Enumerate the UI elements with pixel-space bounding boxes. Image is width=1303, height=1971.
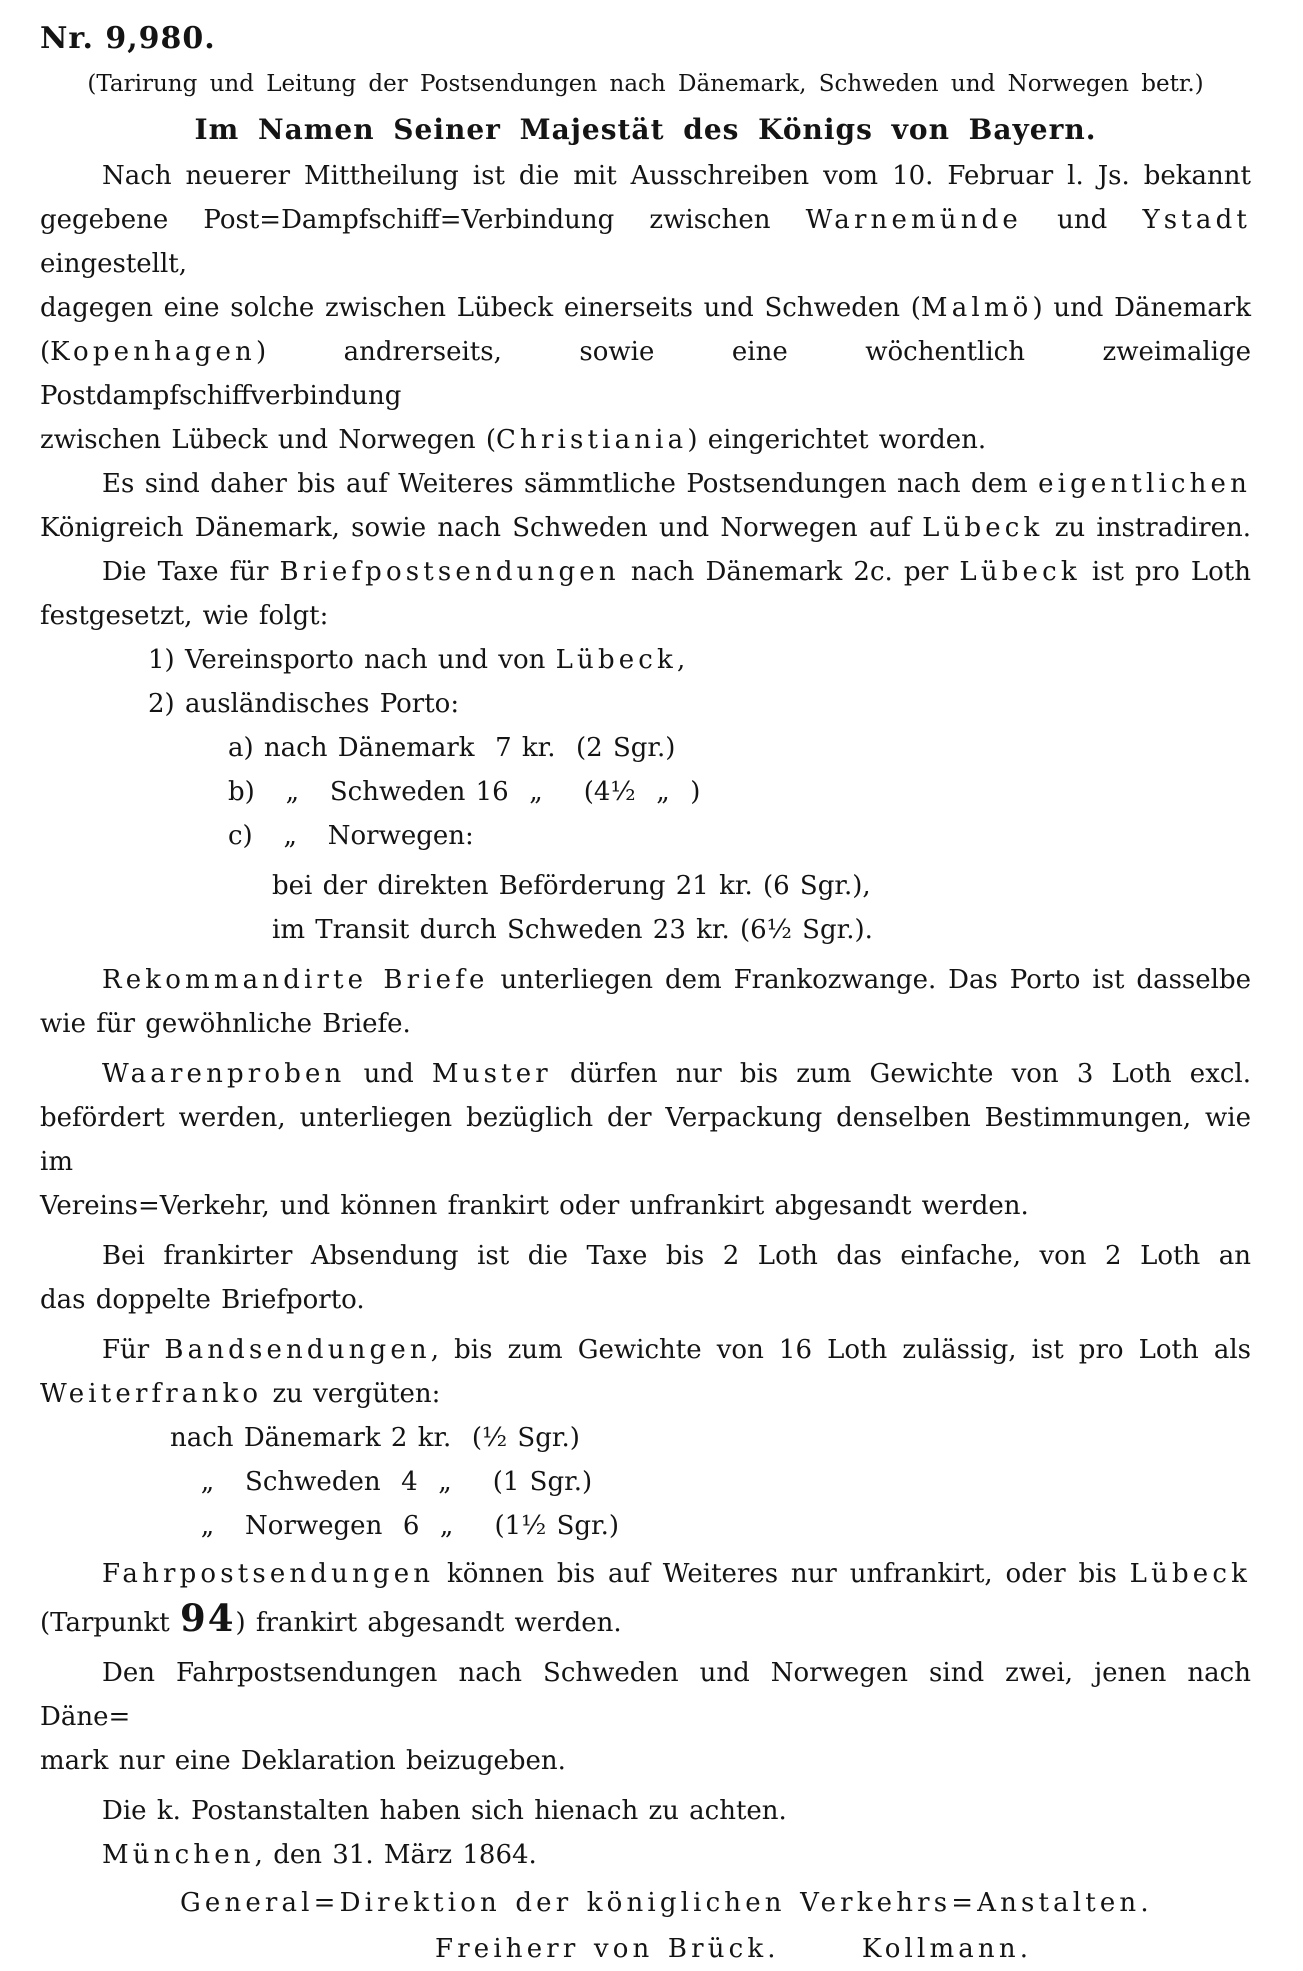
signature-line [40,1927,1251,1971]
text-segment: Lübeck [1129,1559,1251,1589]
text-segment: Vereins=Verkehr, und können frankirt oder unfrankirt abgesandt werden. [40,1191,1029,1221]
list-porto-types [40,638,1251,726]
text-line [40,1328,1251,1372]
text-line [40,462,1251,506]
text-segment: bei der direkten Beförderung 21 kr. (6 Sgr.), [272,871,871,901]
text-segment: 1) Vereinsporto nach und von [148,645,556,675]
text-segment: Christiania [496,425,688,455]
text-segment: „ Norwegen 6 „ (1½ Sgr.) [170,1511,620,1541]
text-line [40,958,1251,1002]
text-line [40,418,1251,462]
text-segment: Lübeck [555,645,677,675]
text-segment: dürfen nur bis zum Gewichte von 3 Loth excl. [551,1059,1251,1089]
text-line [40,550,1251,594]
text-segment: ) und Dänemark [1032,293,1251,323]
text-segment: Weiterfranko [40,1379,263,1409]
text-segment: ist pro Loth [1080,557,1251,587]
text-segment: Fahrpostsendungen [102,1559,435,1589]
text-segment: General=Direktion der königlichen Verkehrs=Anstalten. [180,1888,1153,1918]
text-line [40,1651,1251,1739]
text-segment: zu instradiren. [1043,513,1251,543]
text-line [40,330,1251,418]
text-line [40,594,1251,638]
text-segment: dagegen eine solche zwischen Lübeck einerseits und Schweden ( [40,293,921,323]
text-line [180,1881,1251,1925]
document-number: Nr. 9,980. [40,21,216,56]
text-line [40,1184,1251,1228]
text-line [170,1416,1251,1460]
text-segment: können bis auf Weiteres nur unfrankirt, oder bis [434,1559,1130,1589]
list-weiterfranko-rates [40,1416,1251,1548]
text-segment: Ystadt [1142,205,1251,235]
text-segment: Kopenhagen [50,337,256,367]
text-segment: unterliegen dem Frankozwange. Das Porto ist dasselbe [488,965,1251,995]
text-segment: zwischen Lübeck und Norwegen ( [40,425,496,455]
text-segment: Malmö [920,293,1033,323]
text-line [272,864,1251,908]
text-segment: ) eingerichtet worden. [687,425,987,455]
text-segment: a) nach Dänemark 7 kr. (2 Sgr.) [228,733,676,763]
text-segment: , [676,645,686,675]
paragraph-instradirung [40,462,1251,550]
text-segment: Lübeck [922,513,1044,543]
text-segment: Waarenproben [102,1059,346,1089]
paragraph-frankirte-absendung [40,1234,1251,1322]
text-segment: gegebene Post=Dampfschiff=Verbindung zwischen [40,205,806,235]
subject-line: (Tarirung und Leitung der Postsendungen nach Dänemark, Schweden und Norwegen betr.) [87,71,1204,97]
paragraph-deklaration [40,1651,1251,1783]
text-line [40,198,1251,286]
text-line [148,638,1251,682]
text-line [40,1833,1251,1877]
text-segment: zu vergüten: [262,1379,441,1409]
text-segment: (Tarpunkt [40,1608,180,1638]
text-line [40,1596,1251,1645]
issuer-line [40,1881,1251,1925]
paragraph-closing-and-date [40,1789,1251,1877]
text-segment: nach Dänemark 2c. per [619,557,960,587]
list-norway-rates [40,864,1251,952]
paragraph-fahrpostsendungen [40,1552,1251,1645]
text-line [40,1372,1251,1416]
text-segment: eingestellt, [40,249,187,279]
text-line [40,1552,1251,1596]
signature-freiherr-von-brueck: Freiherr von Brück. [435,1934,780,1964]
text-segment: im Transit durch Schweden 23 kr. (6½ Sgr.). [272,915,873,945]
text-line [40,1789,1251,1833]
text-segment: und [1021,205,1143,235]
text-line [40,1278,1251,1322]
text-segment: Lübeck [959,557,1081,587]
paragraph-taxe-briefpost [40,550,1251,638]
text-line [40,1739,1251,1783]
text-segment: Warnemünde [805,205,1022,235]
text-segment: Den Fahrpostsendungen nach Schweden und Norwegen sind zwei, jenen nach Däne= [40,1658,1251,1732]
text-segment: Bandsendungen [164,1335,431,1365]
text-segment: festgesetzt, wie folgt: [40,601,329,631]
text-segment: b) „ Schweden 16 „ (4½ „ ) [228,777,701,807]
document-body [40,154,1251,1971]
text-segment: Briefpostsendungen [279,557,620,587]
text-segment: Die k. Postanstalten haben sich hienach zu achten. [102,1796,787,1826]
text-segment: Königreich Dänemark, sowie nach Schweden und Norwegen auf [40,513,923,543]
paragraph-steamship-connection [40,154,1251,462]
text-segment: eigentlichen [1038,469,1251,499]
proclamation-line: Im Namen Seiner Majestät des Königs von Bayern. [194,113,1097,146]
text-segment: das doppelte Briefporto. [40,1285,365,1315]
text-segment: c) „ Norwegen: [228,821,474,851]
text-segment: Für [102,1335,165,1365]
text-segment: nach Dänemark 2 kr. (½ Sgr.) [170,1423,580,1453]
text-segment: wie für gewöhnliche Briefe. [40,1009,411,1039]
text-segment: Rekommandirte Briefe [102,965,489,995]
text-segment: befördert werden, unterliegen bezüglich der Verpackung denselben Bestimmungen, wie im [40,1103,1251,1177]
text-segment: ) frankirt abgesandt werden. [235,1608,622,1638]
text-line [40,506,1251,550]
text-segment: München [102,1840,255,1870]
list-porto-countries [40,726,1251,858]
text-segment: 94 [180,1596,236,1640]
text-line [170,1504,1251,1548]
text-segment: „ Schweden 4 „ (1 Sgr.) [170,1467,593,1497]
text-segment: Es sind daher bis auf Weiteres sämmtliche Postsendungen nach dem [102,469,1039,499]
signature-kollmann: Kollmann. [861,1934,1033,1964]
text-line [40,1002,1251,1046]
text-line [40,1096,1251,1184]
text-segment: ( [40,337,51,367]
text-line [40,1052,1251,1096]
text-segment: , bis zum Gewichte von 16 Loth zulässig, ist pro Loth als [430,1335,1252,1365]
text-segment: Bei frankirter Absendung ist die Taxe bis 2 Loth das einfache, von 2 Loth an [102,1241,1251,1271]
text-segment: 2) ausländisches Porto: [148,689,460,719]
text-segment: Die Taxe für [102,557,280,587]
text-segment: mark nur eine Deklaration beizugeben. [40,1746,566,1776]
text-line [272,908,1251,952]
text-segment: , den 31. März 1864. [254,1840,537,1870]
text-line [148,682,1251,726]
paragraph-rekommandirte-briefe [40,958,1251,1046]
text-segment: ) andrerseits, sowie eine wöchentlich zweimalige Postdampfschiffverbindung [40,337,1251,411]
text-line [40,286,1251,330]
text-line [228,726,1251,770]
text-line [228,770,1251,814]
text-segment: und [345,1059,432,1089]
paragraph-waarenproben [40,1052,1251,1228]
text-line [228,814,1251,858]
text-line [435,1927,1251,1971]
text-segment: Nach neuerer Mittheilung ist die mit Ausschreiben vom 10. Februar l. Js. bekannt [102,161,1251,191]
text-line [170,1460,1251,1504]
paragraph-bandsendungen [40,1328,1251,1416]
text-line [40,154,1251,198]
text-line [40,1234,1251,1278]
text-segment [780,1934,862,1964]
text-segment: Muster [431,1059,552,1089]
